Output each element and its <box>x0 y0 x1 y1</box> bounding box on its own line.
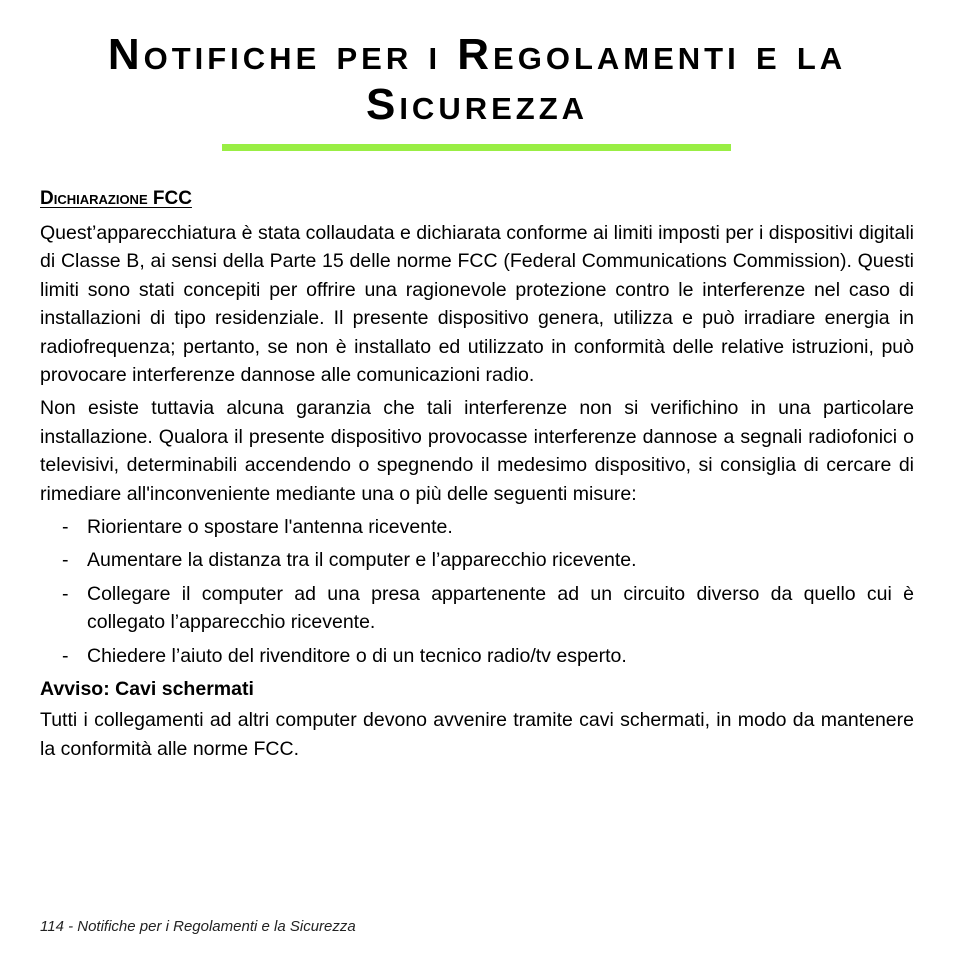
title-underline-bar <box>222 144 731 151</box>
bullet-dash: - <box>62 549 69 572</box>
list-item <box>40 642 914 670</box>
list-item <box>40 513 914 541</box>
document-body <box>40 185 914 768</box>
list-item <box>40 580 914 637</box>
paragraph-interference-remedies: Non esiste tuttavia alcuna garanzia che tali interferenze non si verifichino in una particolare installazione. Qualora il presente dispositivo provocasse interferenze dannose a segnali radiofonici o televisivi, determinabili accendendo o spegnendo il medesimo dispositivo, si consiglia di cercare di rimediare all'inconveniente mediante una o più delle seguenti misure: <box>40 397 914 505</box>
remedies-list <box>40 513 914 670</box>
page-title: Notifiche per i Regolamenti e la Sicurezza <box>107 30 847 129</box>
bullet-dash: - <box>62 516 69 539</box>
list-item-text: Aumentare la distanza tra il computer e l’apparecchio ricevente. <box>87 549 637 572</box>
list-item-text: Chiedere l’aiuto del rivenditore o di un tecnico radio/tv esperto. <box>87 644 627 667</box>
paragraph-fcc-compliance: Quest’apparecchiatura è stata collaudata e dichiarata conforme ai limiti imposti per i dispositivi digitali di Classe B, ai sensi della Parte 15 delle norme FCC (Federal Communications Commission). Questi limiti sono stati concepiti per offrire una ragionevole protezione contro le interferenze nel caso di installazioni di tipo residenziale. Il presente dispositivo genera, utilizza e può irradiare energia in radiofrequenza; pertanto, se non è installato ed utilizzato in conformità delle relative istruzioni, può provocare interferenze dannose alle comunicazioni radio. <box>40 222 914 387</box>
paragraph-shielded-cables: Tutti i collegamenti ad altri computer devono avvenire tramite cavi schermati, in modo da mantenere la conformità alle norme FCC. <box>40 709 914 760</box>
list-item-text: Collegare il computer ad una presa appartenente ad un circuito diverso da quello cui è collegato l’apparecchio ricevente. <box>87 582 914 634</box>
bullet-dash: - <box>62 582 69 605</box>
list-item-text: Riorientare o spostare l'antenna ricevente. <box>87 516 453 539</box>
page-footer: 114 - Notifiche per i Regolamenti e la Sicurezza <box>40 918 356 935</box>
list-item <box>40 546 914 574</box>
section-heading-fcc: Dichiarazione FCC <box>40 188 192 209</box>
bullet-dash: - <box>62 644 69 667</box>
subheading-shielded-cables: Avviso: Cavi schermati <box>40 678 254 701</box>
